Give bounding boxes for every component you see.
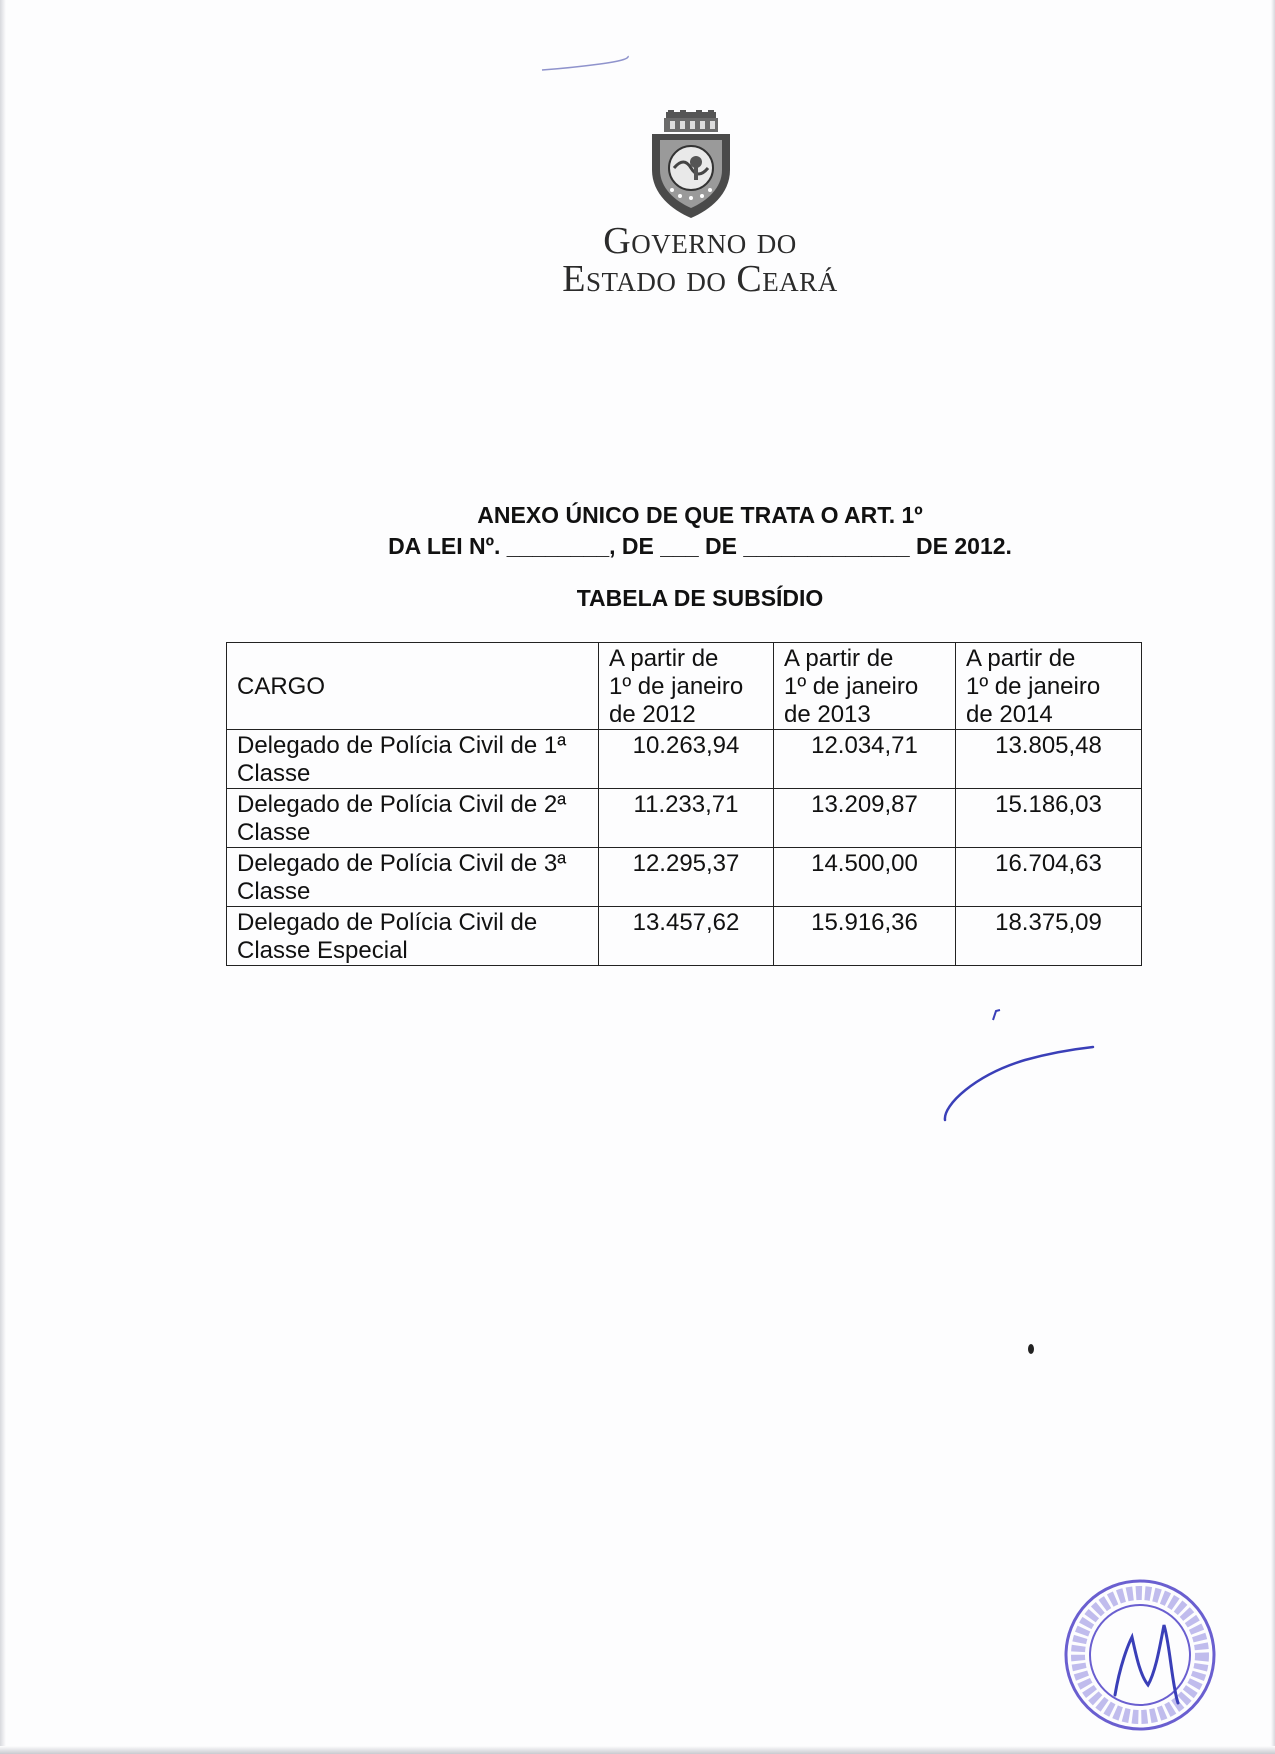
cargo-cell — [227, 789, 599, 848]
header-2014-line: de 2014 — [966, 701, 1053, 728]
cargo-line: Delegado de Polícia Civil de — [237, 909, 538, 936]
table-row — [227, 848, 1142, 907]
cargo-line: Classe — [237, 760, 311, 787]
subsidy-table — [226, 642, 1142, 966]
value-2014-cell: 16.704,63 — [956, 848, 1142, 907]
scan-edge-right — [1271, 0, 1275, 1754]
header-cargo: CARGO — [227, 643, 599, 730]
annex-heading-line2: DA LEI Nº. ________, DE ___ DE _____________ DE 2012. — [388, 533, 1012, 559]
value-2012-cell: 12.295,37 — [599, 848, 774, 907]
value-2014-cell: 15.186,03 — [956, 789, 1142, 848]
header-2013-line: A partir de — [784, 645, 894, 672]
cargo-cell — [227, 848, 599, 907]
value-2013-cell: 12.034,71 — [774, 730, 956, 789]
table-row — [227, 907, 1142, 966]
header-2012 — [599, 643, 774, 730]
header-2013 — [774, 643, 956, 730]
cargo-line: Classe Especial — [237, 937, 408, 964]
scan-edge-left — [0, 0, 6, 1754]
header-2012-line: 1º de janeiro — [609, 673, 744, 700]
signature-stroke-icon — [935, 1035, 1095, 1125]
cargo-line: Classe — [237, 819, 311, 846]
header-2014 — [956, 643, 1142, 730]
header-2013-line: 1º de janeiro — [784, 673, 919, 700]
header-2014-line: A partir de — [966, 645, 1076, 672]
government-title — [490, 222, 910, 298]
cargo-line: Classe — [237, 878, 311, 905]
cargo-cell — [227, 730, 599, 789]
agency-stamp-icon — [1060, 1575, 1220, 1735]
value-2013-cell: 15.916,36 — [774, 907, 956, 966]
table-row — [227, 730, 1142, 789]
header-2013-line: de 2013 — [784, 701, 871, 728]
value-2013-cell: 14.500,00 — [774, 848, 956, 907]
value-2012-cell: 10.263,94 — [599, 730, 774, 789]
ink-dot-icon — [990, 1008, 1002, 1022]
table-row — [227, 789, 1142, 848]
annex-heading-line1: ANEXO ÚNICO DE QUE TRATA O ART. 1º — [477, 502, 923, 528]
table-header-row — [227, 643, 1142, 730]
annex-heading — [300, 500, 1100, 562]
government-title-line1: Governo do — [603, 220, 797, 262]
cargo-cell — [227, 907, 599, 966]
value-2012-cell: 13.457,62 — [599, 907, 774, 966]
scan-edge-bottom — [0, 1746, 1275, 1754]
value-2012-cell: 11.233,71 — [599, 789, 774, 848]
state-coat-of-arms-icon — [644, 110, 738, 220]
header-2014-line: 1º de janeiro — [966, 673, 1101, 700]
header-2012-line: A partir de — [609, 645, 719, 672]
header-2012-line: de 2012 — [609, 701, 696, 728]
value-2013-cell: 13.209,87 — [774, 789, 956, 848]
value-2014-cell: 13.805,48 — [956, 730, 1142, 789]
cargo-line: Delegado de Polícia Civil de 1ª — [237, 732, 567, 759]
table-title: TABELA DE SUBSÍDIO — [576, 585, 824, 611]
cargo-line: Delegado de Polícia Civil de 2ª — [237, 791, 567, 818]
cargo-line: Delegado de Polícia Civil de 3ª — [237, 850, 567, 877]
ink-dot-icon — [1026, 1342, 1036, 1356]
government-title-line2: Estado do Ceará — [562, 258, 838, 300]
value-2014-cell: 18.375,09 — [956, 907, 1142, 966]
pen-scribble-icon — [540, 48, 630, 78]
